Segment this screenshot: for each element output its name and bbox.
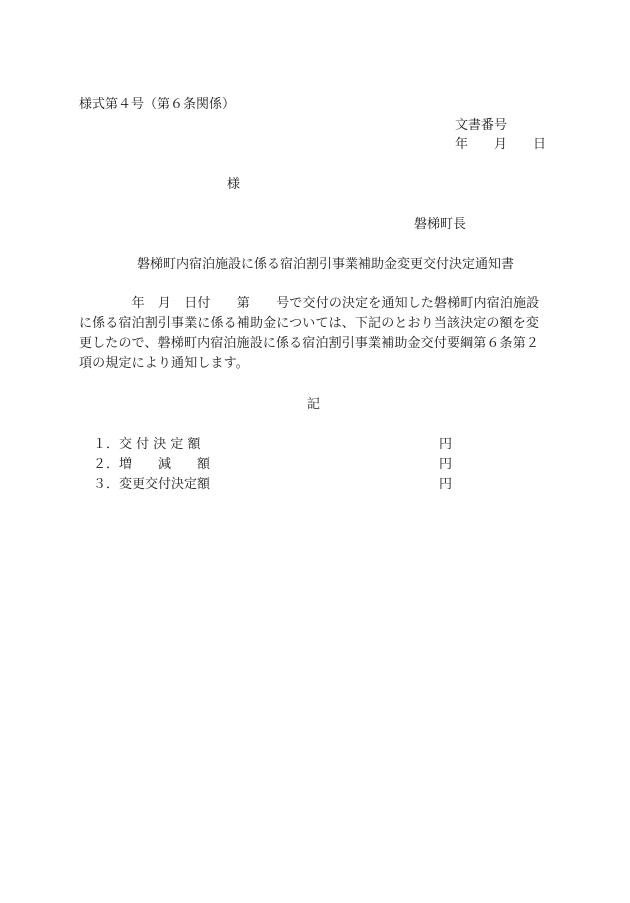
form-label: 様式第４号（第６条関係） bbox=[79, 97, 236, 112]
item-label: ３．変更交付決定額 bbox=[93, 477, 211, 492]
addressee-suffix: 様 bbox=[227, 177, 241, 192]
document-number-label: 文書番号 bbox=[455, 118, 508, 133]
document-title: 磐梯町内宿泊施設に係る宿泊割引事業補助金変更交付決定通知書 bbox=[137, 257, 515, 272]
item-unit: 円 bbox=[439, 457, 453, 472]
body-line: に係る宿泊割引事業に係る補助金については、下記のとおり当該決定の額を変 bbox=[79, 316, 539, 331]
item-unit: 円 bbox=[439, 437, 453, 452]
item-unit: 円 bbox=[439, 477, 453, 492]
item-label: ２．増 減 額 bbox=[93, 457, 211, 472]
sender-name: 磐梯町長 bbox=[414, 217, 467, 232]
body-line: 項の規定により通知します。 bbox=[79, 356, 249, 371]
body-line: 年 月 日付 第 号で交付の決定を通知した磐梯町内宿泊施設 bbox=[79, 296, 540, 311]
ki-heading: 記 bbox=[307, 397, 321, 412]
body-line: 更したので、磐梯町内宿泊施設に係る宿泊割引事業補助金交付要綱第６条第２ bbox=[79, 336, 539, 351]
item-label: １．交 付 決 定 額 bbox=[93, 437, 201, 452]
date-label: 年 月 日 bbox=[455, 137, 547, 152]
